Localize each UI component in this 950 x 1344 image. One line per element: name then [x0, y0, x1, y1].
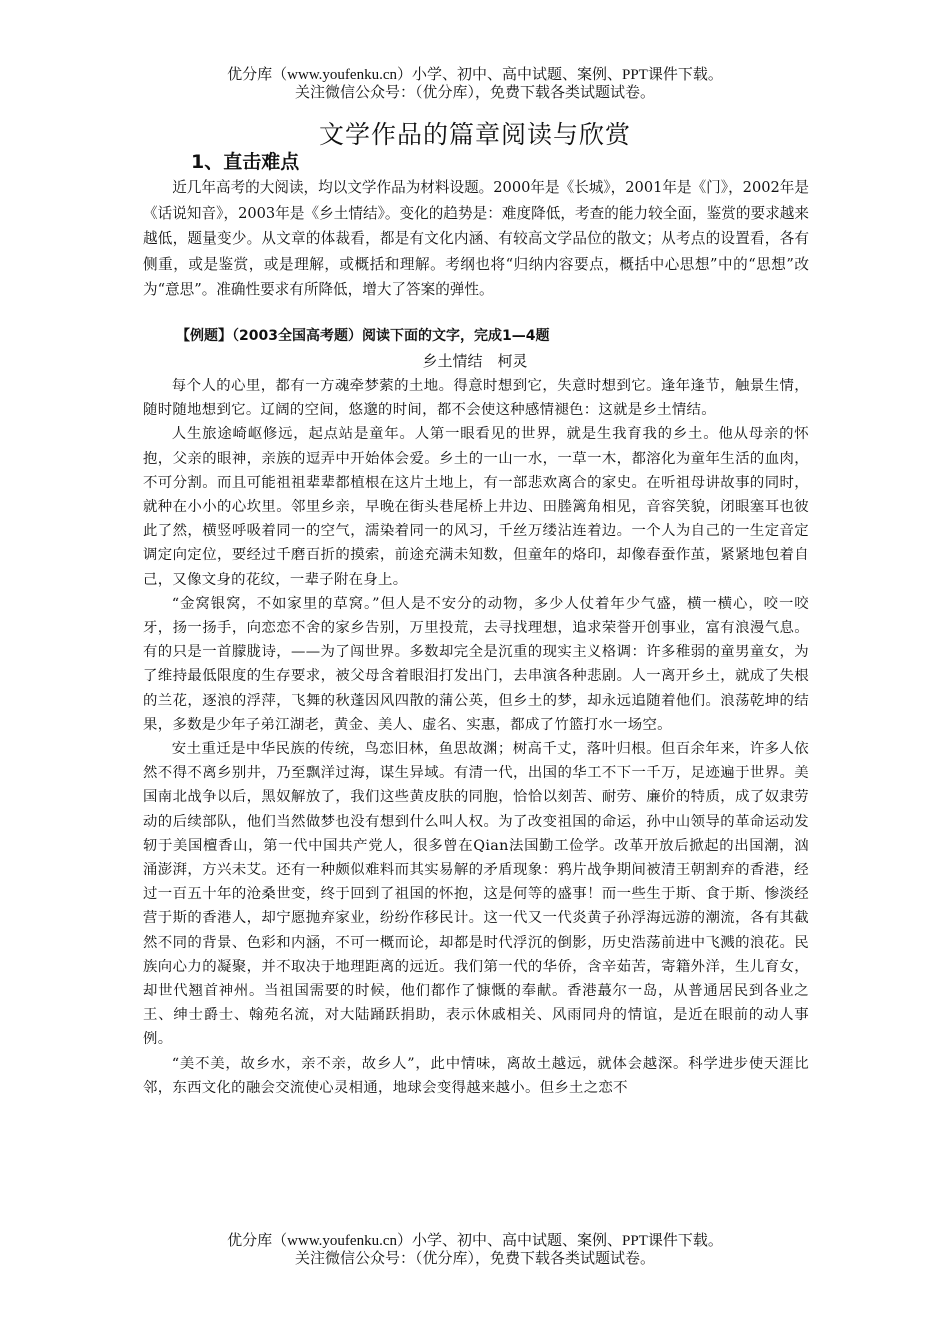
passage-paragraph-2: 人生旅途崎岖修远，起点站是童年。人第一眼看见的世界，就是生我育我的乡土。他从母亲的怀抱，父亲的眼神，亲族的逗弄中开始体会爱。乡土的一山一水，一草一木，都溶化为童年生活的血肉，不可分割。而且可能祖祖辈辈都植根在这片土地上，有一部悲欢离合的家史。在听祖母讲故事的同时，就种在小小的心坎里。邻里乡亲，早晚在街头巷尾桥上井边、田塍篱角相见，音容笑貌，闭眼塞耳也彼此了然，横竖呼吸着同一的空气，濡染着同一的风习，千丝万缕沾连着边。一个人为自己的一生定音定调定向定位，要经过千磨百折的摸索，前途充满未知数，但童年的烙印，却像春蚕作茧，紧紧地包着自己，又像文身的花纹，一辈子附在身上。 [143, 426, 809, 588]
page-title: 文学作品的篇章阅读与欣赏 [318, 120, 631, 149]
intro-paragraph: 近几年高考的大阅读，均以文学作品为材料设题。2000年是《长城》，2001年是《门》，2002年是《话说知音》，2003年是《乡土情结》。变化的趋势是：难度降低，考查的能力较全面，鉴赏的要求越来越低，题量变少。从文章的体裁看，都是有文化内涵、有较高文学品位的散文；从考点的设置看，各有侧重，或是鉴赏，或是理解，或概括和理解。考纲也将“归纳内容要点，概括中心思想”中的“思想”改为“意思”。准确性要求有所降低，增大了答案的弹性。 [143, 179, 809, 298]
intro-text [143, 175, 809, 303]
section-heading: 1、直击难点 [191, 151, 300, 173]
passage-title: 乡土情结 柯灵 [422, 352, 528, 370]
header-line-2: 关注微信公众号：（优分库），免费下载各类试题试卷。 [294, 85, 655, 101]
passage-paragraph-1: 每个人的心里，都有一方魂牵梦萦的土地。得意时想到它，失意时想到它。逢年逢节，触景生情，随时随地想到它。辽阔的空间，悠邈的时间，都不会使这种感情褪色：这就是乡土情结。 [143, 378, 809, 419]
passage-paragraph-3: “金窝银窝，不如家里的草窝。”但人是不安分的动物，多少人仗着年少气盛，横一横心，咬一咬牙，扬一扬手，向恋恋不舍的家乡告别，万里投荒，去寻找理想，追求荣誉开创事业，富有浪漫气息。有的只是一首朦胧诗，——为了闯世界。多数却完全是沉重的现实主义格调：许多稚弱的童男童女，为了维持最低限度的生存要求，被父母含着眼泪打发出门，去串演各种悲剧。人一离开乡土，就成了失根的兰花，逐浪的浮萍，飞舞的秋蓬因风四散的蒲公英，但乡土的梦，却永远追随着他们。浪荡乾坤的结果，多数是少年子弟江湖老，黄金、美人、虚名、实惠，都成了竹篮打水一场空。 [143, 595, 809, 733]
page-header [0, 66, 950, 102]
passage-body [143, 374, 809, 1100]
footer-line-1: 优分库（www.youfenku.cn）小学、初中、高中试题、案例、PPT课件下载。 [227, 1233, 723, 1249]
page-footer [0, 1232, 950, 1268]
header-line-1: 优分库（www.youfenku.cn）小学、初中、高中试题、案例、PPT课件下载。 [227, 67, 723, 83]
passage-paragraph-5: “美不美，故乡水，亲不亲，故乡人”，此中情味，离故土越远，就体会越深。科学进步使天涯比邻，东西文化的融会交流使心灵相通，地球会变得越来越小。但乡土之恋不 [143, 1055, 809, 1096]
footer-line-2: 关注微信公众号：（优分库），免费下载各类试题试卷。 [294, 1251, 655, 1267]
passage-paragraph-4: 安土重迁是中华民族的传统，鸟恋旧林，鱼思故渊；树高千丈，落叶归根。但百余年来，许多人依然不得不离乡别井，乃至飘洋过海，谋生异域。有清一代，出国的华工不下一千万，足迹遍于世界。美国南北战争以后，黑奴解放了，我们这些黄皮肤的同胞，恰恰以刻苦、耐劳、廉价的特质，成了奴隶劳动的后续部队，他们当然做梦也没有想到什么叫人权。为了改变祖国的命运，孙中山领导的革命运动发轫于美国檀香山，第一代中国共产党人，很多曾在Qian法国勤工俭学。改革开放后掀起的出国潮，汹涌澎湃，方兴未艾。还有一种颇似难料而其实易解的矛盾现象：鸦片战争期间被清王朝割弃的香港，经过一百五十年的沧桑世变，终于回到了祖国的怀抱，这是何等的盛事！而一些生于斯、食于斯、惨淡经营于斯的香港人，却宁愿抛弃家业，纷纷作移民计。这一代又一代炎黄子孙浮海远游的潮流，各有其截然不同的背景、色彩和内涵，不可一概而论，却都是时代浮沉的倒影，历史浩荡前进中飞溅的浪花。民族向心力的凝聚，并不取决于地理距离的远近。我们第一代的华侨，含辛茹苦，寄籍外洋，生儿育女，却世代翘首神州。当祖国需要的时候，他们都作了慷慨的奉献。香港蕞尔一岛，从普通居民到各业之王、绅士爵士、翰苑名流，对大陆踊跃捐助，表示休戚相关、风雨同舟的情谊，是近在眼前的动人事例。 [143, 741, 809, 1048]
example-label: 【例题】（2003全国高考题）阅读下面的文字，完成1—4题 [176, 328, 550, 344]
